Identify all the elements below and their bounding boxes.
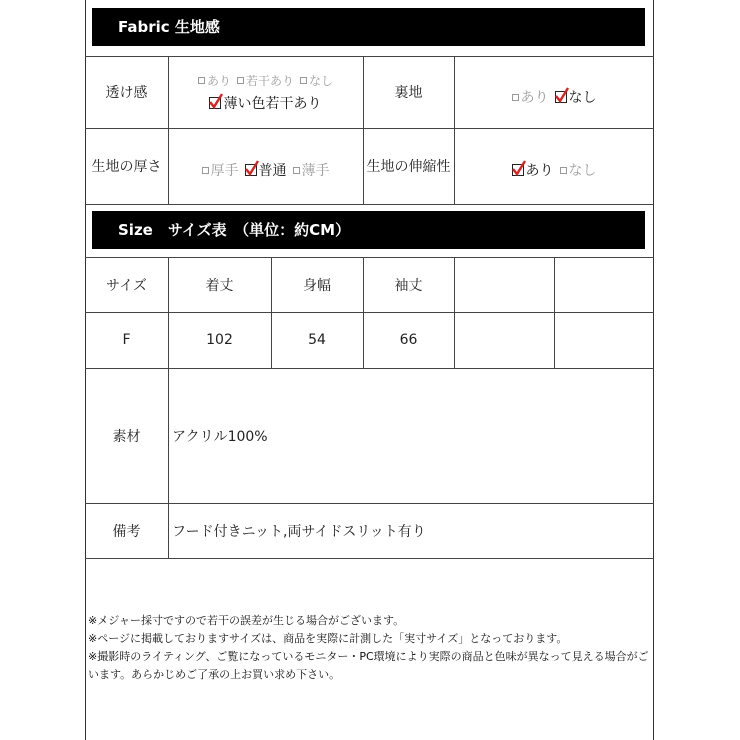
option-unchecked[interactable]	[300, 72, 333, 89]
size-cell: 66	[399, 332, 418, 348]
size-header-cell: サイズ	[106, 277, 147, 294]
divider	[85, 204, 654, 205]
material-label: 素材	[112, 428, 141, 445]
option-unchecked[interactable]	[202, 160, 239, 180]
option-checked[interactable]	[555, 87, 597, 107]
note-line: ※メジャー採寸ですので若干の誤差が生じる場合がございます。	[88, 614, 405, 627]
option-unchecked[interactable]	[560, 160, 597, 180]
option-label: なし	[568, 90, 597, 106]
option-unchecked[interactable]	[237, 72, 294, 89]
checkbox-icon	[512, 94, 519, 101]
notes	[88, 612, 653, 684]
checked-checkbox-icon	[555, 91, 567, 103]
size-cell: F	[122, 332, 131, 348]
remarks-label: 備考	[112, 523, 141, 540]
size-cell	[554, 312, 654, 368]
option-label: 厚手	[210, 163, 239, 179]
size-cell: 102	[206, 332, 233, 348]
option-checked[interactable]	[245, 160, 287, 180]
option-label: 若干あり	[245, 73, 294, 88]
note-line: ※ページに掲載しておりますサイズは、商品を実際に計測した「実寸サイズ」となっております。	[88, 632, 568, 645]
stretch-label: 生地の伸縮性	[366, 159, 451, 175]
stretch-options	[454, 128, 654, 204]
size-header-cell	[454, 257, 554, 312]
note-line: ※撮影時のライティング、ご覧になっているモニター・PC環境により実際の商品と色味が異なって見える場合がご	[88, 650, 649, 663]
material-value: アクリル100%	[172, 429, 268, 445]
size-header-cell: 袖丈	[394, 277, 423, 294]
transparency-options	[168, 56, 363, 128]
checkbox-icon	[300, 77, 307, 84]
option-label: あり	[525, 163, 554, 179]
lining-options	[454, 56, 654, 128]
size-section-title: Size サイズ表 （単位：約CM）	[92, 211, 645, 249]
checkbox-icon	[237, 77, 244, 84]
option-unchecked[interactable]	[198, 72, 231, 89]
option-checked[interactable]	[209, 93, 321, 113]
checkbox-icon	[202, 167, 209, 174]
remarks-value: フード付きニット,両サイドスリット有り	[172, 523, 426, 540]
divider	[85, 558, 654, 559]
option-label: あり	[520, 90, 549, 106]
thickness-label: 生地の厚さ	[91, 159, 162, 175]
size-header-cell	[554, 257, 654, 312]
transparency-label: 透け感	[105, 85, 148, 101]
checked-checkbox-icon	[209, 97, 221, 109]
checkbox-icon	[293, 167, 300, 174]
option-checked[interactable]	[512, 160, 554, 180]
note-line: います。あらかじめご了承の上お買い求め下さい。	[88, 668, 341, 681]
checkbox-icon	[560, 167, 567, 174]
thickness-options	[168, 128, 363, 204]
size-cell	[454, 312, 554, 368]
size-cell: 54	[308, 332, 326, 348]
size-header-cell: 着丈	[205, 277, 234, 294]
option-unchecked[interactable]	[293, 160, 330, 180]
option-label: なし	[568, 163, 597, 179]
checked-checkbox-icon	[245, 164, 257, 176]
option-label: 薄手	[301, 163, 330, 179]
option-label: 薄い色若干あり	[223, 95, 322, 112]
fabric-section-title: Fabric 生地感	[92, 8, 645, 46]
lining-label: 裏地	[394, 85, 423, 101]
checkbox-icon	[198, 77, 205, 84]
size-header-cell: 身幅	[303, 277, 331, 294]
option-label: あり	[206, 73, 231, 88]
checked-checkbox-icon	[512, 164, 524, 176]
option-label: なし	[309, 73, 334, 88]
option-label: 普通	[258, 163, 287, 179]
option-unchecked[interactable]	[512, 87, 549, 107]
